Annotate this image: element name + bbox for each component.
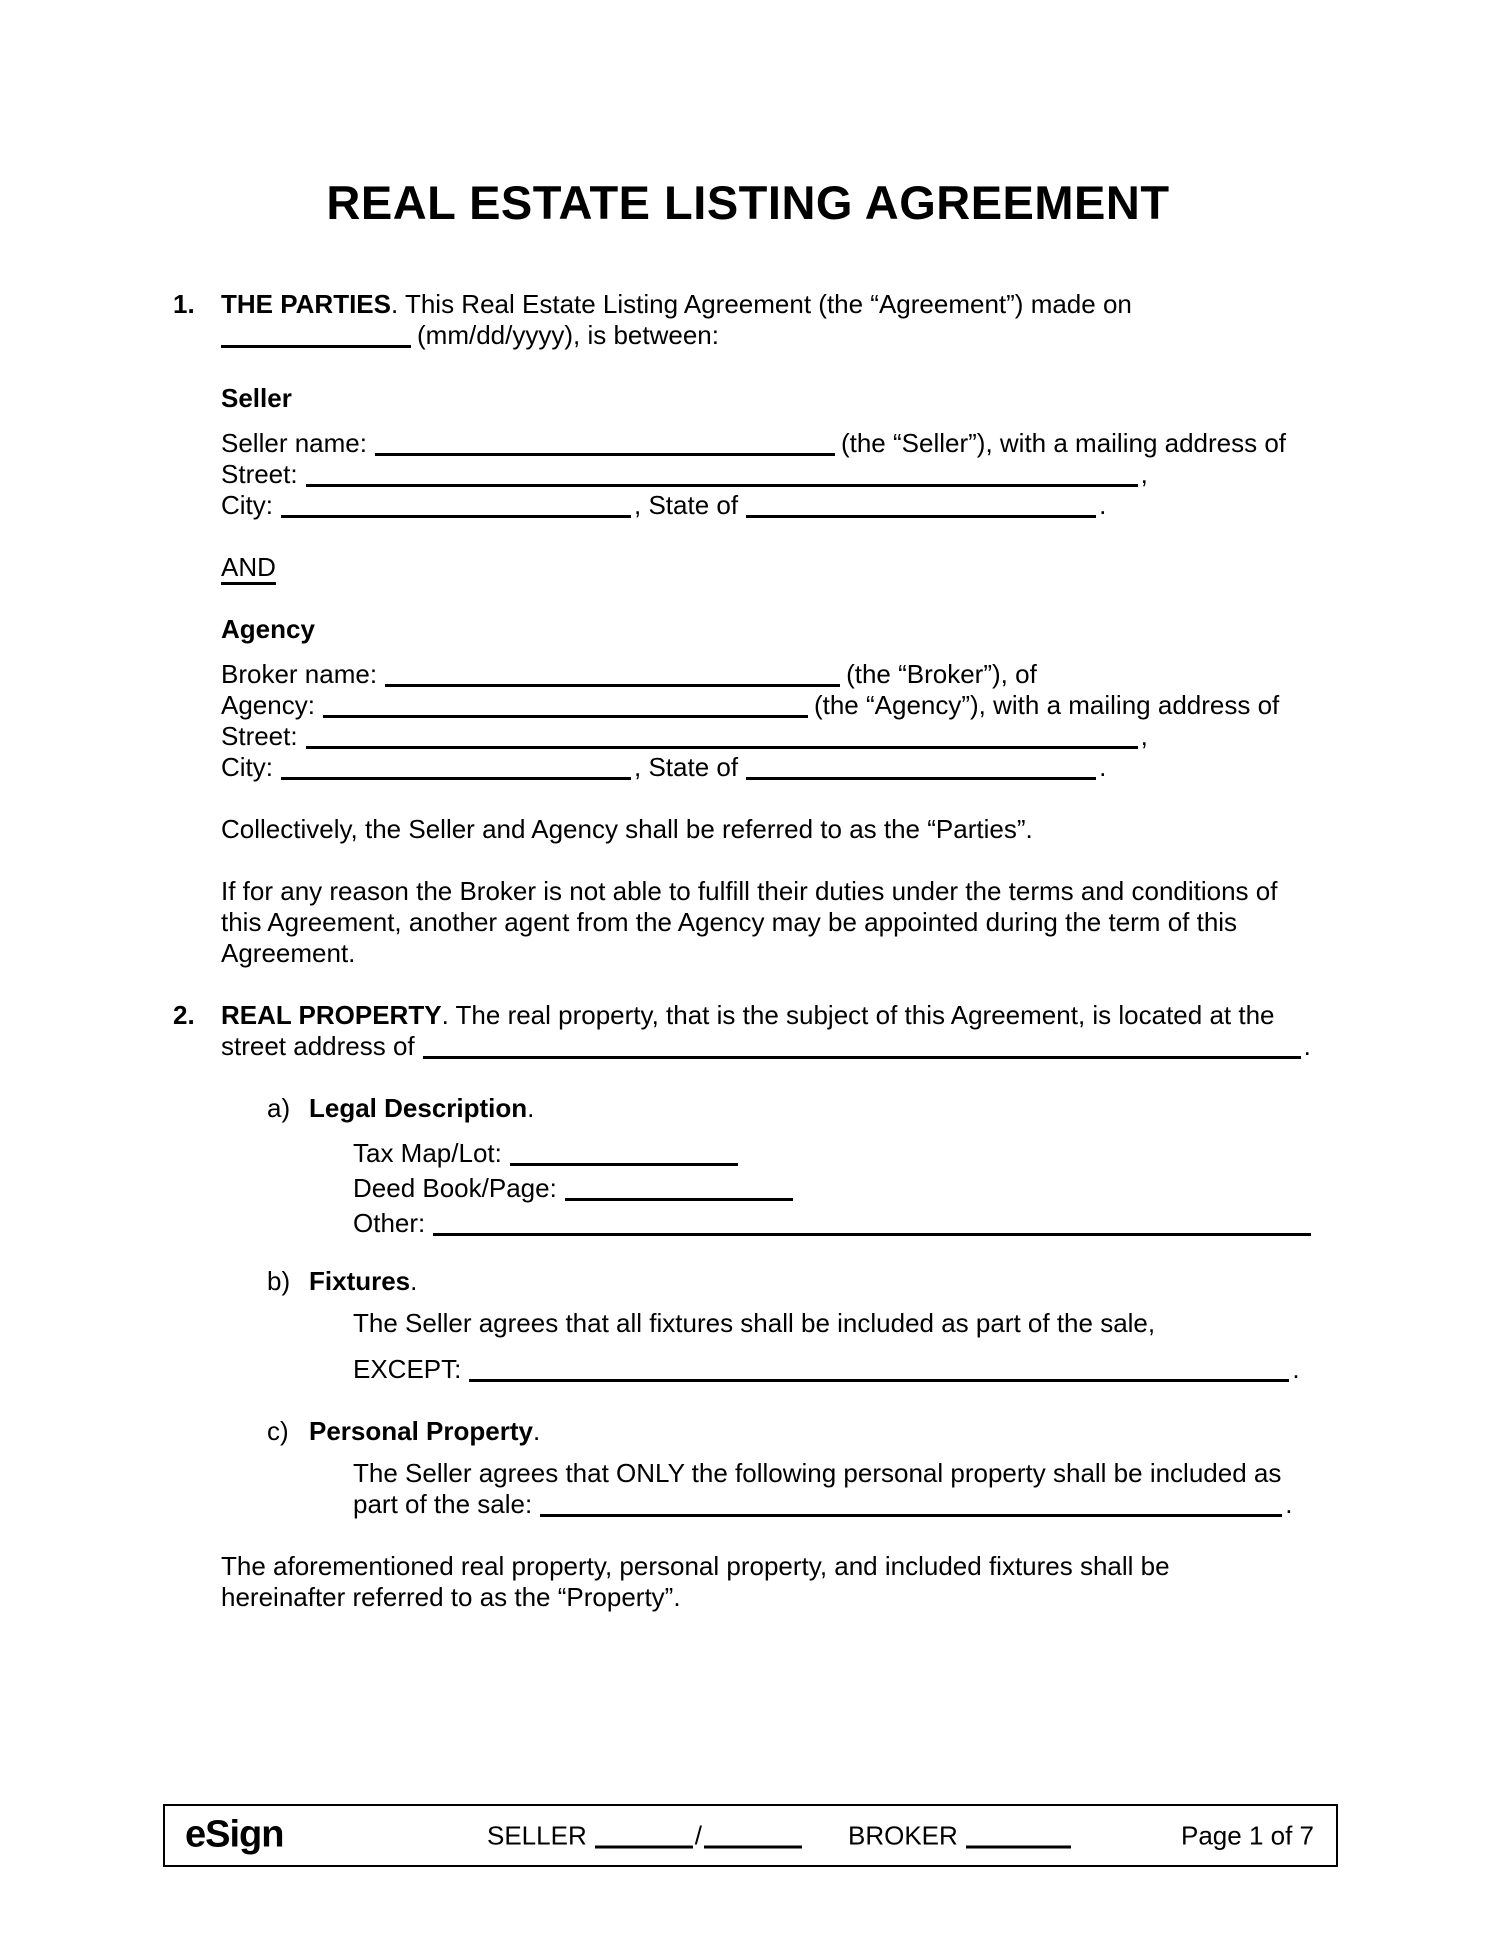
broker-fulfill-paragraph [221, 876, 1351, 969]
personal-property-line-1: The Seller agrees that ONLY the following personal property shall be included as [353, 1458, 1282, 1488]
seller-state-suffix: . [1099, 490, 1107, 520]
footer-broker-initials [848, 1820, 1071, 1851]
deed-book-page-line [353, 1171, 1353, 1206]
agency-street-label: Street: [221, 721, 298, 751]
legal-description-heading-suffix: . [527, 1093, 535, 1123]
footer-broker-label: BROKER [848, 1820, 958, 1850]
agency-heading: Agency [221, 614, 315, 644]
agency-name-suffix: (the “Agency”), with a mailing address of [813, 690, 1280, 720]
esign-logo: eSign [185, 1812, 284, 1855]
sale-blank [540, 1490, 1282, 1517]
agency-city-blank [281, 753, 631, 780]
section-real-property [173, 1000, 1333, 1062]
broker-name-line [221, 659, 1381, 690]
section-real-property-heading: REAL PROPERTY [221, 1000, 442, 1030]
agency-name-label: Agency: [221, 690, 315, 720]
seller-street-blank [306, 460, 1138, 487]
footer-seller-initials [487, 1820, 802, 1851]
except-blank [469, 1355, 1289, 1382]
fulfill-line-2: this Agreement, another agent from the Agency may be appointed during the term of this [221, 907, 1238, 937]
deed-book-page-blank [565, 1174, 793, 1201]
section-parties-number: 1. [173, 289, 195, 319]
and-connector: AND [221, 552, 276, 582]
seller-name-line [221, 428, 1381, 459]
legal-description-fields [353, 1136, 1353, 1241]
legal-description-item [267, 1093, 1327, 1124]
fixtures-except-line [353, 1354, 1300, 1385]
seller-state-label: , State of [634, 490, 739, 520]
document-title: REAL ESTATE LISTING AGREEMENT [326, 176, 1170, 229]
seller-name-label: Seller name: [221, 428, 367, 458]
seller-street-line [221, 459, 1381, 490]
seller-city-label: City: [221, 490, 273, 520]
deed-book-page-label: Deed Book/Page: [353, 1173, 557, 1203]
agency-name-blank [323, 691, 808, 718]
legal-description-marker: a) [267, 1093, 291, 1123]
section-real-property-intro [221, 1000, 1333, 1062]
agency-name-line [221, 690, 1381, 721]
broker-name-blank [385, 660, 840, 687]
broker-name-suffix: (the “Broker”), of [846, 659, 1037, 689]
seller-street-label: Street: [221, 459, 298, 489]
footer-broker-initial-blank [966, 1825, 1071, 1848]
agency-street-suffix: , [1140, 721, 1148, 751]
footer-initials-separator: / [694, 1820, 702, 1850]
agency-city-line [221, 752, 1381, 783]
agency-street-blank [306, 722, 1138, 749]
closing-line-1: The aforementioned real property, personal property, and included fixtures shall be [221, 1551, 1170, 1581]
personal-property-marker: c) [267, 1416, 289, 1446]
personal-property-heading: Personal Property [309, 1416, 533, 1446]
section-real-property-intro-text: . The real property, that is the subject of this Agreement, is located at the [441, 1000, 1275, 1030]
section-parties [173, 289, 1320, 351]
fulfill-line-1: If for any reason the Broker is not able to fulfill their duties under the terms and conditions of [221, 876, 1278, 906]
agency-state-suffix: . [1099, 752, 1107, 782]
seller-street-suffix: , [1140, 459, 1148, 489]
sale-suffix: . [1285, 1489, 1293, 1519]
fixtures-body: The Seller agrees that all fixtures shall be included as part of the sale, [353, 1308, 1156, 1338]
agency-state-blank [746, 753, 1096, 780]
closing-line-2: hereinafter referred to as the “Property”. [221, 1582, 681, 1612]
agreement-date-blank [221, 321, 411, 348]
seller-details [221, 428, 1381, 521]
personal-property-line-2 [353, 1489, 1343, 1520]
seller-state-blank [746, 491, 1096, 518]
personal-property-item [267, 1416, 1327, 1447]
footer-seller-initial-blank-2 [704, 1825, 802, 1848]
section-parties-intro-text: . This Real Estate Listing Agreement (the “Agreement”) made on [390, 289, 1132, 319]
agency-details [221, 659, 1381, 783]
street-address-label: street address of [221, 1031, 415, 1061]
personal-property-heading-suffix: . [532, 1416, 541, 1446]
seller-name-suffix: (the “Seller”), with a mailing address of [840, 428, 1287, 458]
other-label: Other: [353, 1208, 426, 1238]
agency-state-label: , State of [634, 752, 739, 782]
sale-label: part of the sale: [353, 1489, 533, 1519]
other-blank [433, 1209, 1311, 1236]
fixtures-marker: b) [267, 1266, 291, 1296]
seller-city-line [221, 490, 1381, 521]
tax-map-lot-line [353, 1136, 1353, 1171]
street-address-blank [423, 1032, 1301, 1059]
except-suffix: . [1292, 1354, 1300, 1384]
fixtures-heading-suffix: . [410, 1266, 418, 1296]
fixtures-heading: Fixtures [309, 1266, 411, 1296]
legal-description-heading: Legal Description [309, 1093, 528, 1123]
closing-paragraph [221, 1551, 1351, 1613]
collectively-paragraph: Collectively, the Seller and Agency shall be referred to as the “Parties”. [221, 814, 1033, 844]
seller-city-blank [281, 491, 631, 518]
seller-heading: Seller [221, 383, 292, 413]
footer-seller-initial-blank-1 [595, 1825, 693, 1848]
tax-map-lot-blank [510, 1139, 738, 1166]
broker-name-label: Broker name: [221, 659, 378, 689]
fixtures-item [267, 1266, 1327, 1297]
footer-seller-label: SELLER [487, 1820, 587, 1850]
agency-street-line [221, 721, 1381, 752]
street-address-suffix: . [1303, 1031, 1311, 1061]
date-format-hint: (mm/dd/yyyy), is between: [417, 320, 719, 350]
seller-name-blank [375, 429, 835, 456]
tax-map-lot-label: Tax Map/Lot: [353, 1138, 502, 1168]
section-parties-heading: THE PARTIES [221, 289, 391, 319]
section-parties-intro [221, 289, 1320, 351]
other-line [353, 1206, 1353, 1241]
fulfill-line-3: Agreement. [221, 938, 356, 968]
agency-city-label: City: [221, 752, 273, 782]
except-label: EXCEPT: [353, 1354, 462, 1384]
footer-page-number: Page 1 of 7 [1181, 1820, 1314, 1850]
footer-bar [163, 1804, 1338, 1867]
personal-property-body [353, 1458, 1343, 1520]
section-real-property-number: 2. [173, 1000, 195, 1030]
